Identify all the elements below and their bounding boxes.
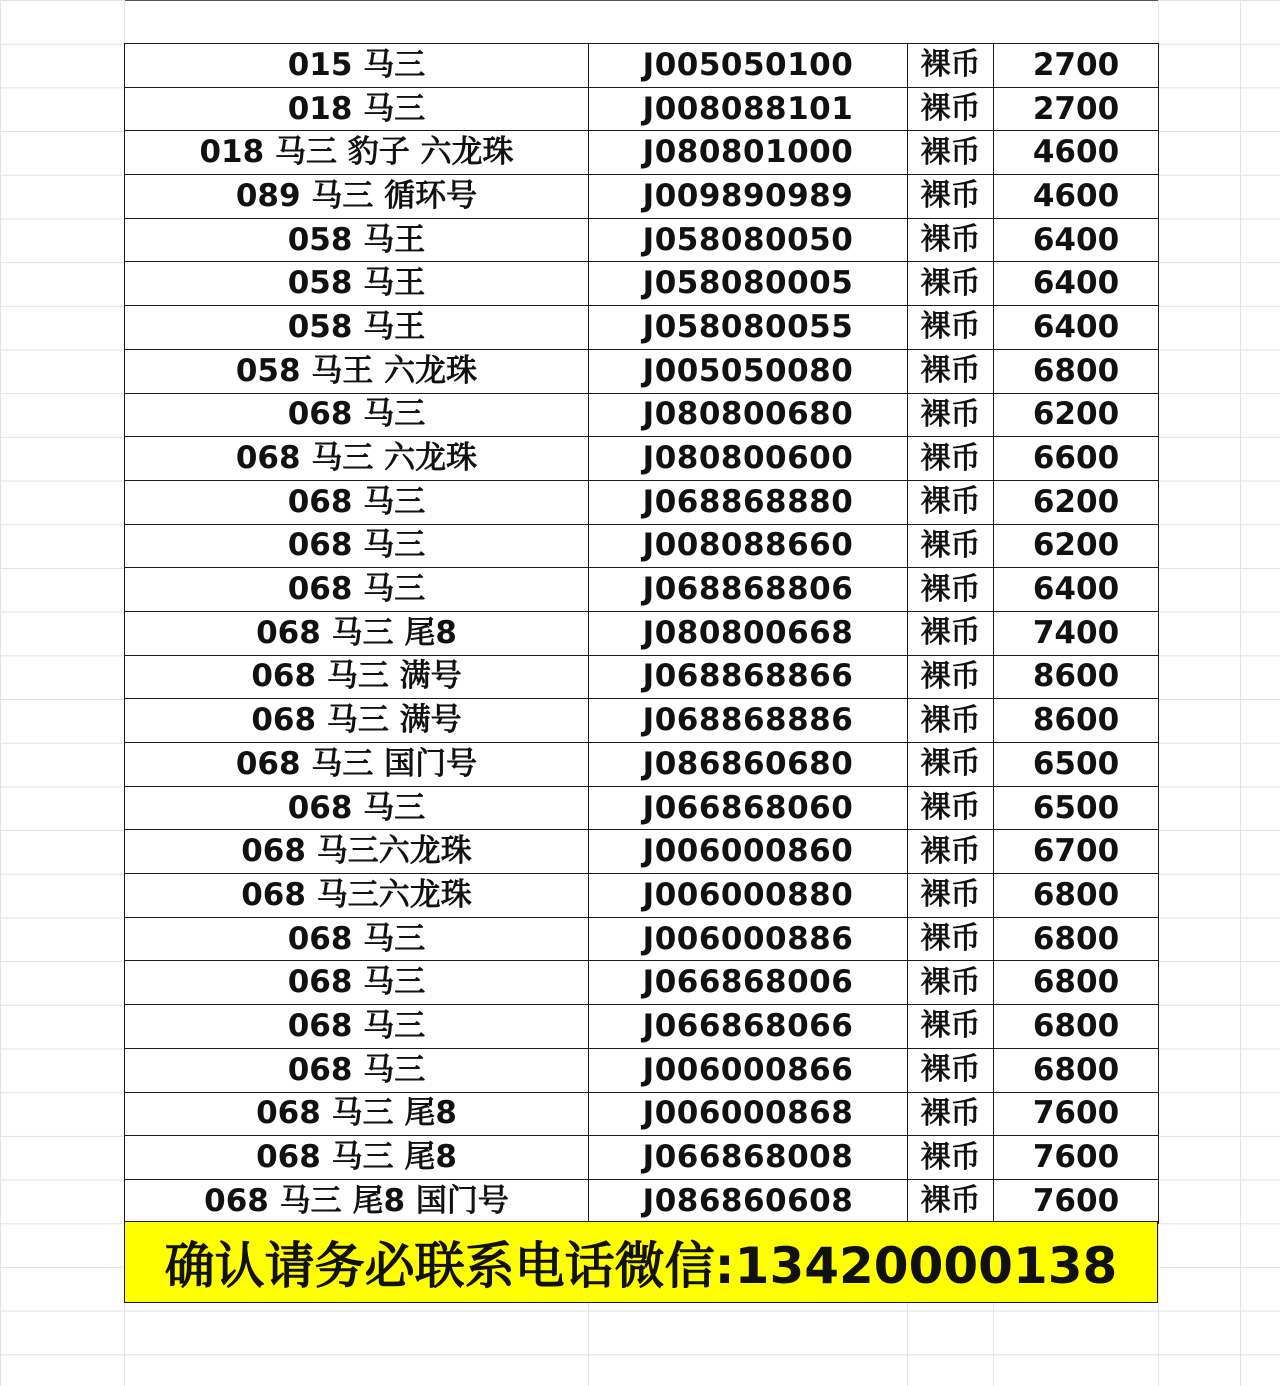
item-type: 裸币 <box>908 1092 994 1136</box>
item-code: J068868880 <box>589 480 908 524</box>
item-code: J006000868 <box>589 1092 908 1136</box>
item-code: J058080050 <box>589 218 908 262</box>
table-row[interactable] <box>125 874 1159 918</box>
table-row[interactable] <box>125 175 1159 219</box>
item-price: 6200 <box>994 480 1159 524</box>
item-description: 058 马王 六龙珠 <box>125 349 589 393</box>
item-price: 6800 <box>994 917 1159 961</box>
item-price: 6800 <box>994 874 1159 918</box>
item-type: 裸币 <box>908 830 994 874</box>
item-description: 068 马三 尾8 <box>125 611 589 655</box>
item-type: 裸币 <box>908 44 994 88</box>
table-row[interactable] <box>125 480 1159 524</box>
item-type: 裸币 <box>908 437 994 481</box>
table-row[interactable] <box>125 611 1159 655</box>
item-price: 6200 <box>994 393 1159 437</box>
item-code: J086860680 <box>589 743 908 787</box>
item-description: 068 马三 满号 <box>125 655 589 699</box>
item-price: 6800 <box>994 961 1159 1005</box>
table-row[interactable] <box>125 218 1159 262</box>
item-type: 裸币 <box>908 1005 994 1049</box>
item-type: 裸币 <box>908 131 994 175</box>
item-code: J068868886 <box>589 699 908 743</box>
item-price: 6800 <box>994 1005 1159 1049</box>
table-row[interactable] <box>125 44 1159 88</box>
item-type: 裸币 <box>908 786 994 830</box>
table-row[interactable] <box>125 87 1159 131</box>
item-price: 6500 <box>994 743 1159 787</box>
item-description: 058 马王 <box>125 262 589 306</box>
item-type: 裸币 <box>908 655 994 699</box>
item-description: 068 马三 <box>125 393 589 437</box>
item-code: J008088660 <box>589 524 908 568</box>
item-code: J080801000 <box>589 131 908 175</box>
item-type: 裸币 <box>908 699 994 743</box>
item-description: 018 马三 <box>125 87 589 131</box>
top-border <box>125 0 1158 1</box>
table-row[interactable] <box>125 1179 1159 1223</box>
item-type: 裸币 <box>908 874 994 918</box>
item-price: 8600 <box>994 699 1159 743</box>
item-description: 068 马三 <box>125 568 589 612</box>
price-list-table <box>124 43 1159 1224</box>
item-type: 裸币 <box>908 480 994 524</box>
table-row[interactable] <box>125 1092 1159 1136</box>
table-row[interactable] <box>125 568 1159 612</box>
item-code: J058080005 <box>589 262 908 306</box>
item-type: 裸币 <box>908 175 994 219</box>
item-price: 6500 <box>994 786 1159 830</box>
table-row[interactable] <box>125 961 1159 1005</box>
item-description: 068 马三 <box>125 917 589 961</box>
table-row[interactable] <box>125 262 1159 306</box>
item-code: J066868066 <box>589 1005 908 1049</box>
table-row[interactable] <box>125 830 1159 874</box>
item-price: 7400 <box>994 611 1159 655</box>
item-price: 2700 <box>994 44 1159 88</box>
item-description: 068 马三六龙珠 <box>125 830 589 874</box>
item-code: J066868006 <box>589 961 908 1005</box>
table-row[interactable] <box>125 655 1159 699</box>
item-type: 裸币 <box>908 568 994 612</box>
item-description: 068 马三 <box>125 524 589 568</box>
item-code: J080800668 <box>589 611 908 655</box>
item-type: 裸币 <box>908 917 994 961</box>
item-description: 089 马三 循环号 <box>125 175 589 219</box>
item-code: J008088101 <box>589 87 908 131</box>
item-type: 裸币 <box>908 218 994 262</box>
table-row[interactable] <box>125 1048 1159 1092</box>
item-type: 裸币 <box>908 306 994 350</box>
item-code: J006000880 <box>589 874 908 918</box>
item-code: J006000886 <box>589 917 908 961</box>
item-code: J080800680 <box>589 393 908 437</box>
item-description: 068 马三 尾8 <box>125 1092 589 1136</box>
grid-line <box>1240 0 1241 1386</box>
item-type: 裸币 <box>908 393 994 437</box>
item-price: 6700 <box>994 830 1159 874</box>
table-row[interactable] <box>125 743 1159 787</box>
table-row[interactable] <box>125 306 1159 350</box>
item-price: 6400 <box>994 306 1159 350</box>
item-description: 068 马三六龙珠 <box>125 874 589 918</box>
item-type: 裸币 <box>908 1048 994 1092</box>
item-code: J005050080 <box>589 349 908 393</box>
item-type: 裸币 <box>908 961 994 1005</box>
item-description: 015 马三 <box>125 44 589 88</box>
item-type: 裸币 <box>908 262 994 306</box>
table-row[interactable] <box>125 699 1159 743</box>
item-price: 7600 <box>994 1092 1159 1136</box>
item-description: 068 马三 尾8 国门号 <box>125 1179 589 1223</box>
table-row[interactable] <box>125 131 1159 175</box>
item-type: 裸币 <box>908 1136 994 1180</box>
table-row[interactable] <box>125 786 1159 830</box>
item-code: J068868806 <box>589 568 908 612</box>
item-price: 8600 <box>994 655 1159 699</box>
item-price: 7600 <box>994 1179 1159 1223</box>
item-price: 6600 <box>994 437 1159 481</box>
item-code: J086860608 <box>589 1179 908 1223</box>
item-description: 068 马三 六龙珠 <box>125 437 589 481</box>
item-code: J066868060 <box>589 786 908 830</box>
item-price: 6400 <box>994 218 1159 262</box>
table-row[interactable] <box>125 437 1159 481</box>
item-code: J080800600 <box>589 437 908 481</box>
table-row[interactable] <box>125 393 1159 437</box>
item-description: 068 马三 尾8 <box>125 1136 589 1180</box>
item-price: 4600 <box>994 175 1159 219</box>
item-code: J009890989 <box>589 175 908 219</box>
item-code: J068868866 <box>589 655 908 699</box>
item-type: 裸币 <box>908 87 994 131</box>
item-price: 6200 <box>994 524 1159 568</box>
item-code: J005050100 <box>589 44 908 88</box>
table-body <box>125 44 1159 1224</box>
item-price: 6400 <box>994 568 1159 612</box>
item-description: 058 马王 <box>125 306 589 350</box>
item-type: 裸币 <box>908 349 994 393</box>
item-type: 裸币 <box>908 1179 994 1223</box>
item-type: 裸币 <box>908 611 994 655</box>
item-description: 068 马三 <box>125 480 589 524</box>
item-description: 068 马三 国门号 <box>125 743 589 787</box>
table-row[interactable] <box>125 524 1159 568</box>
contact-banner: 确认请务必联系电话微信:13420000138 <box>124 1221 1158 1303</box>
item-type: 裸币 <box>908 743 994 787</box>
item-price: 6800 <box>994 349 1159 393</box>
item-description: 068 马三 <box>125 786 589 830</box>
item-price: 4600 <box>994 131 1159 175</box>
item-description: 018 马三 豹子 六龙珠 <box>125 131 589 175</box>
table-row[interactable] <box>125 1136 1159 1180</box>
item-description: 068 马三 <box>125 1005 589 1049</box>
table-row[interactable] <box>125 917 1159 961</box>
item-price: 2700 <box>994 87 1159 131</box>
item-description: 068 马三 满号 <box>125 699 589 743</box>
item-price: 7600 <box>994 1136 1159 1180</box>
item-price: 6800 <box>994 1048 1159 1092</box>
item-description: 068 马三 <box>125 1048 589 1092</box>
table-row[interactable] <box>125 349 1159 393</box>
item-code: J058080055 <box>589 306 908 350</box>
item-description: 058 马王 <box>125 218 589 262</box>
item-code: J006000860 <box>589 830 908 874</box>
item-price: 6400 <box>994 262 1159 306</box>
item-code: J066868008 <box>589 1136 908 1180</box>
table-row[interactable] <box>125 1005 1159 1049</box>
item-code: J006000866 <box>589 1048 908 1092</box>
item-description: 068 马三 <box>125 961 589 1005</box>
item-type: 裸币 <box>908 524 994 568</box>
blank-header-row <box>125 1 1158 44</box>
